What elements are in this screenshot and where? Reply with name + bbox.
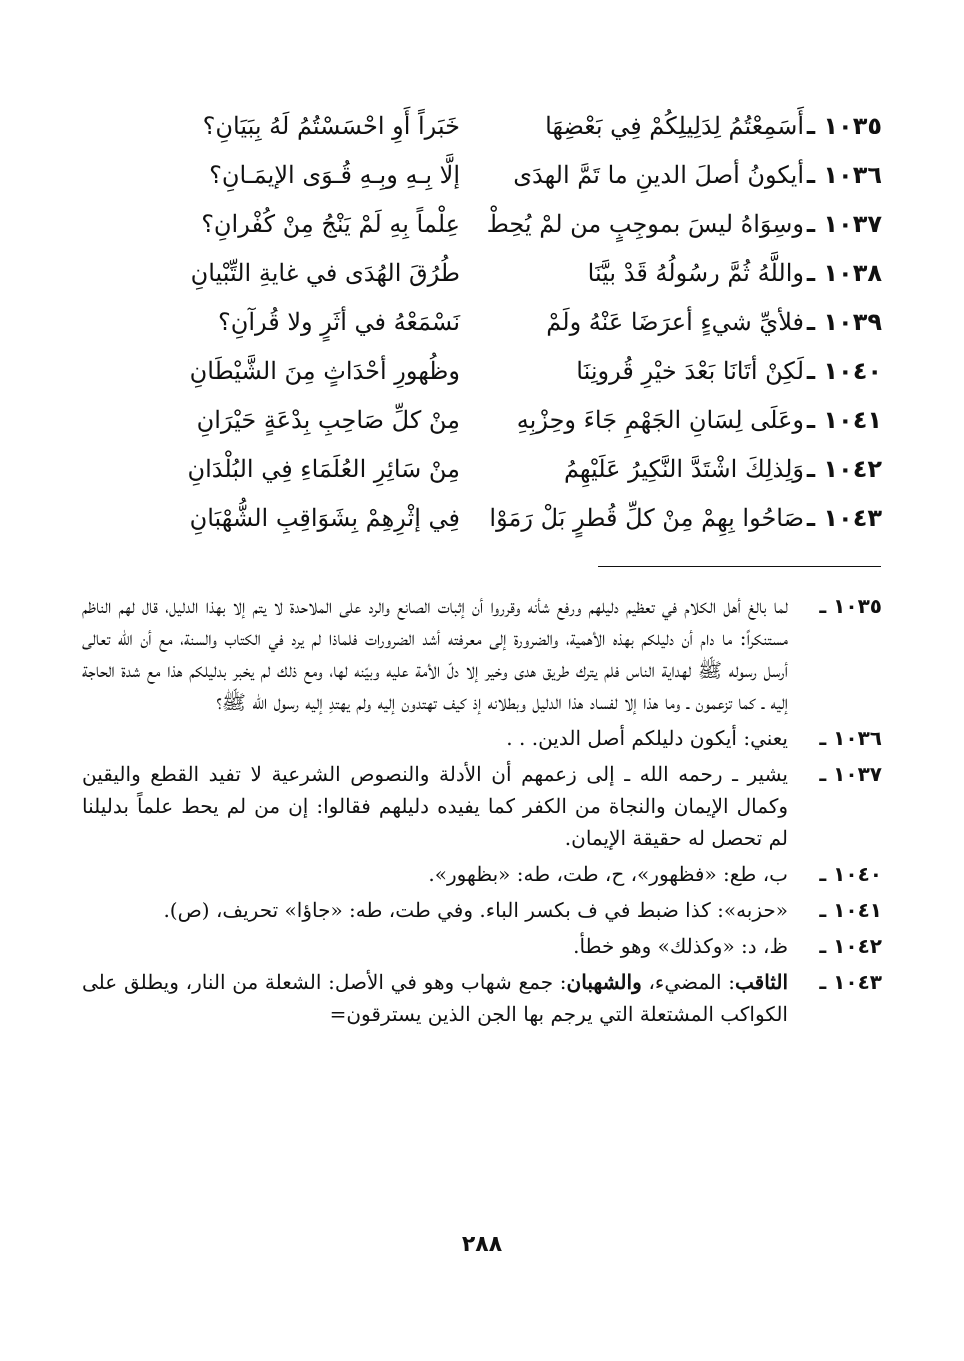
verse-row	[70, 253, 882, 302]
footnote	[82, 966, 882, 1030]
footnote-number: ١٠٤٢ ـ	[819, 934, 882, 958]
verse-row	[70, 351, 882, 400]
footnote-term: والشهبان	[566, 970, 642, 994]
verse-second-hemistich: إلَّا بِـهِ وبِـهِ قُـوَى الإيمَـانِ؟	[209, 161, 460, 189]
verse-second-hemistich: خَبَراً أَوِ احْسَسْتُمُ لَهُ بِبَيَانِ؟	[202, 112, 460, 140]
footnote-text: لما بالغ أهل الكلام في تعظيم دليلهم ورفع شأنه وقرروا أن إثبات الصانع والرد على الملاحدة لا يتم إلا بهذا الدليل، قال لهم الناظم مستنكراً: ما دام أن دليلكم بهذه الأهمية، والضرورة إلى معرفته أشد الضرورات فلماذا لم يرد في الكتاب والسنة، مع أن الله تعالى أرسل رسوله ﷺ لهداية الناس فلم يترك طريق هدى وخير إلا دلّ الأمة عليه وبيّنه لها، ومع ذلك لم يخبر بدليلكم هذا مع شدة الحاجة إليه ـ كما تزعمون ـ وما هذا إلا لفساد هذا الدليل وبطلانه إذ كيف تهتدون إليه ولم يهتدِ إليه رسول الله ﷺ؟	[82, 594, 788, 714]
footnote	[82, 722, 882, 754]
verse-row	[70, 204, 882, 253]
verse-second-hemistich: وظُهورِ أحْدَاثٍ مِنَ الشَّيْطَانِ	[189, 357, 460, 385]
footnote-number: ١٠٣٦ ـ	[819, 726, 882, 750]
verse-second-hemistich: مِنْ كلِّ صَاحِبِ بِدْعَةٍ حَيْرَانِ	[196, 406, 460, 434]
footnote-definition: : المضيء،	[641, 970, 736, 994]
verse-number: ١٠٤٢ ـ	[806, 455, 882, 483]
footnote-term: الثاقب	[735, 970, 788, 994]
footnote-text: «حزبه»: كذا ضبط في ف بكسر الباء. وفي طت، طه: «جاؤا» تحريف، (ص).	[163, 898, 788, 922]
verse-first-hemistich: وعَلَى لِسَانِ الجَهْمِ جَاءَ وحِزْبِهِ	[516, 406, 804, 434]
footnote-number: ١٠٤١ ـ	[819, 898, 882, 922]
footnote-separator	[598, 566, 881, 567]
verse-second-hemistich: نَسْمَعْهُ في أثَرٍ ولا قُرآنِ؟	[217, 308, 460, 336]
verse-first-hemistich: صَاحُوا بِهِمْ مِنْ كلِّ قُطرٍ بَلْ رَمَوْا	[489, 504, 804, 532]
footnotes	[82, 590, 882, 1034]
verse-first-hemistich: أيكونُ أصلَ الدينِ ما تَمَّ الهدَى	[513, 161, 804, 189]
verse-second-hemistich: طُرُقَ الهُدَى في غايةِ التِّبْيانِ	[190, 259, 460, 287]
verse-number: ١٠٣٥ ـ	[806, 112, 882, 140]
verse-number: ١٠٣٨ ـ	[806, 259, 882, 287]
footnote-number: ١٠٤٣ ـ	[819, 970, 882, 994]
verse-number: ١٠٣٦ ـ	[806, 161, 882, 189]
verse-row	[70, 400, 882, 449]
verse-second-hemistich: عِلْماً بِهِ لَمْ يَنْجُ مِنْ كُفْرانِ؟	[201, 210, 460, 238]
footnote-number: ١٠٣٥ ـ	[819, 594, 882, 618]
footnote-text: يعني: أيكون دليلكم أصل الدين. . .	[506, 726, 788, 750]
verse-row	[70, 155, 882, 204]
footnote	[82, 894, 882, 926]
footnote-text: ظ، د: «وكذلك» وهو خطأ.	[573, 934, 788, 958]
verse-row	[70, 449, 882, 498]
verse-second-hemistich: مِنْ سَائِرِ العُلَمَاءِ فِي البُلْدَانِ	[187, 455, 460, 483]
verse-first-hemistich: واللَّهُ ثُمَّ رسُولُهُ قَدْ بيَّنَا	[587, 259, 804, 287]
page-number: ٢٨٨	[461, 1232, 503, 1257]
verse-row	[70, 498, 882, 547]
verse-number: ١٠٤٣ ـ	[806, 504, 882, 532]
verse-second-hemistich: فِي إثْرِهِمْ بِشَوَاقِبِ الشُّهْبَانِ	[189, 504, 460, 532]
verse-first-hemistich: وَلِذلِكَ اشْتَدَّ النَّكِيرُ عَلَيْهِمُ	[563, 455, 804, 483]
verse-number: ١٠٣٩ ـ	[806, 308, 882, 336]
footnote-text	[82, 966, 788, 1030]
verse-first-hemistich: فلأيِّ شيءٍ أعرَضَا عَنْهُ ولَمْ	[546, 308, 804, 336]
poem-verses	[70, 106, 882, 547]
verse-first-hemistich: وسِوَاهُ ليسَ بموجِبٍ من لمْ يُحِطْ	[486, 210, 804, 238]
footnote-number: ١٠٣٧ ـ	[819, 762, 882, 786]
footnote-text: ب، طع: «فظهور»، ح، طت، طه: «بظهور».	[428, 862, 788, 886]
verse-number: ١٠٤١ ـ	[806, 406, 882, 434]
verse-first-hemistich: أَسَمِعْتُمُ لِدَلِيلِكُمْ فِي بَعْضِهَا	[545, 112, 804, 140]
verse-row	[70, 106, 882, 155]
footnote	[82, 858, 882, 890]
footnote-definition: : جمع شهاب وهو في الأصل: الشعلة من النار، ويطلق على الكواكب المشتعلة التي يرجم بها الجن الذين يسترقون=	[82, 970, 788, 1026]
footnote	[82, 590, 882, 718]
footnote-number: ١٠٤٠ ـ	[819, 862, 882, 886]
verse-number: ١٠٣٧ ـ	[806, 210, 882, 238]
footnote	[82, 758, 882, 854]
verse-row	[70, 302, 882, 351]
verse-first-hemistich: لَكِنْ أتَانَا بَعْدَ خيْرِ قُرونِنَا	[576, 357, 804, 385]
footnote-text: يشير ـ رحمه الله ـ إلى زعمهم أن الأدلة والنصوص الشرعية لا تفيد القطع واليقين وكمال الإيمان والنجاة من الكفر كما يفيده دليلهم فقالوا: إن من لم يحط علماً بدليلنا لم تحصل له حقيقة الإيمان.	[82, 762, 788, 850]
verse-number: ١٠٤٠ ـ	[806, 357, 882, 385]
footnote	[82, 930, 882, 962]
